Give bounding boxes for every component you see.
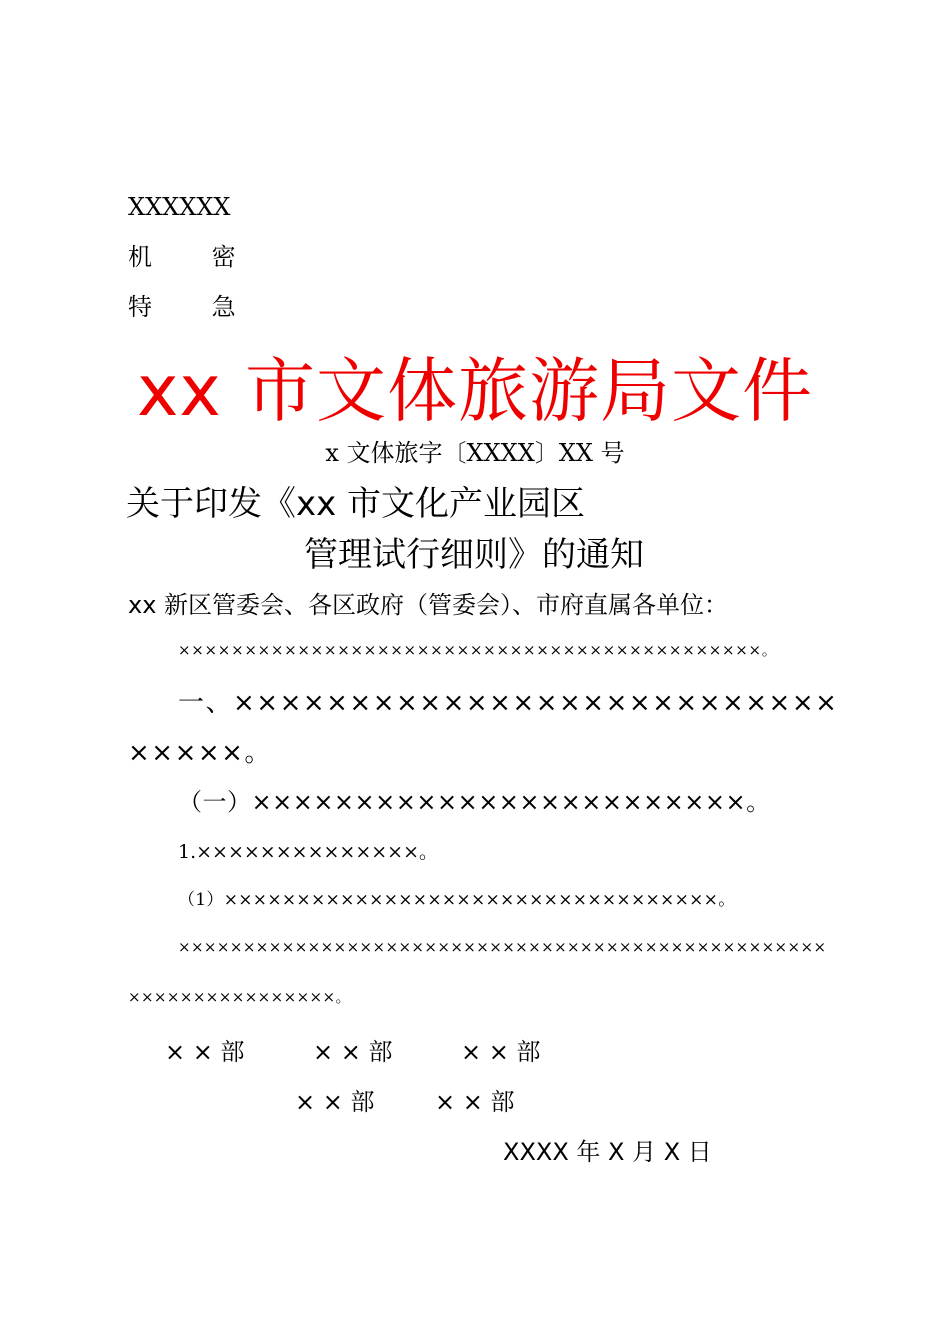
body-paragraph-2-line-2: ××××××××××××××××。 [128,988,351,1006]
body-paragraph-1: ××××××××××××××××××××××××××××××××××××××××××××。 [178,641,778,659]
department-4: × × 部 [295,1088,375,1116]
urgency-level: 特 急 [128,293,262,321]
item-1: 1.××××××××××××××。 [178,841,439,863]
subject-line-1: 关于印发《xx 市文化产业园区 [126,484,586,524]
department-3: × × 部 [461,1038,541,1066]
addressee: xx 新区管委会、各区政府（管委会）、市府直属各单位： [128,591,729,619]
serial-number: XXXXXX [128,193,231,221]
section-1-line-2: ×××××。 [128,738,272,768]
body-paragraph-2-line-1: ×××××××××××××××××××××××××××××××××××××××××××××××××× [178,938,827,956]
department-1: × × 部 [165,1038,245,1066]
subject-line-2: 管理试行细则》的通知 [304,535,644,575]
department-2: × × 部 [313,1038,393,1066]
department-5: × × 部 [435,1088,515,1116]
secrecy-level: 机 密 [128,243,262,271]
document-number: x 文体旅字〔XXXX〕XX 号 [325,439,625,467]
section-1-line-1: 一、×××××××××××××××××××××××××× [178,688,839,718]
subsection-1: （一）××××××××××××××××××××××××。 [178,788,771,816]
item-1-1: （1）××××××××××××××××××××××××××××××××××。 [178,890,736,910]
document-title: xx 市文体旅游局文件 [136,350,814,432]
issue-date: XXXX 年 X 月 X 日 [503,1138,712,1166]
